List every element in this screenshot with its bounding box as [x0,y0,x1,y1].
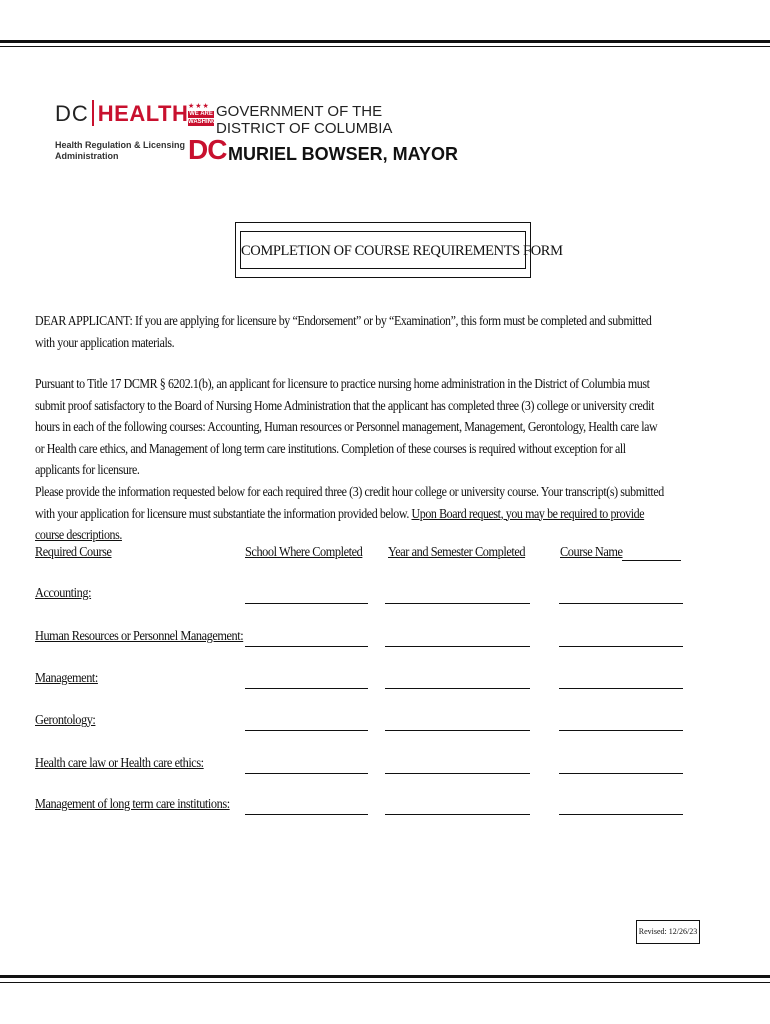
dc-health-sub-line2: Administration [55,151,119,161]
top-border-thick [0,40,770,43]
course-name-field-health-care-law[interactable] [559,773,683,774]
year-field-management[interactable] [385,688,530,689]
course-name-field-human-resources[interactable] [559,646,683,647]
header-required-course: Required Course [35,545,112,560]
school-field-gerontology[interactable] [245,730,368,731]
school-field-long-term-care[interactable] [245,814,368,815]
course-label-gerontology: Gerontology: [35,713,96,728]
school-field-health-care-law[interactable] [245,773,368,774]
gov-dc-mark: DC [188,134,227,165]
dc-health-logo-health: HEALTH [97,101,189,126]
course-label-human-resources: Human Resources or Personnel Management: [35,629,244,644]
header-year-semester: Year and Semester Completed [388,545,526,560]
year-field-gerontology[interactable] [385,730,530,731]
form-title: COMPLETION OF COURSE REQUIREMENTS FORM [240,231,526,269]
course-name-field-gerontology[interactable] [559,730,683,731]
course-name-field-accounting[interactable] [559,603,683,604]
revised-date: Revised: 12/26/23 [636,920,700,944]
gov-line1: GOVERNMENT OF THE [216,103,383,120]
instructions-paragraph [35,481,665,546]
course-label-long-term-care: Management of long term care institutions: [35,797,230,812]
header-course-name: Course Name [560,545,623,560]
course-name-field-management[interactable] [559,688,683,689]
top-border-thin [0,46,770,47]
regulation-paragraph: Pursuant to Title 17 DCMR § 6202.1(b), an applicant for licensure to practice nursing home administration in the District of Columbia must submit proof satisfactory to the Board of Nursing Home Administration that the applicant has completed three (3) college or university credit hours in each of the following courses: Accounting, Human resources or Personnel management, Management, Gerontology, Health care law or Health care ethics, and Management of long term care institutions. Completion of these courses is required without exception for all applicants for licensure. [35,376,658,477]
course-label-accounting: Accounting: [35,586,92,601]
intro-paragraph: DEAR APPLICANT: If you are applying for licensure by “Endorsement” or by “Examination”, this form must be completed and submitted with your application materials. [35,313,652,350]
instructions-text: Please provide the information requested below for each required three (3) credit hour college or university course. Your transcript(s) submitted with your application for licensure must substantiate the information provided below. [35,484,664,521]
dc-health-logo [55,100,188,162]
course-name-field-long-term-care[interactable] [559,814,683,815]
form-title-box [235,222,563,278]
dc-health-logo-dc: DC [55,101,89,126]
year-field-human-resources[interactable] [385,646,530,647]
year-field-accounting[interactable] [385,603,530,604]
stars-icon: ★★★ [188,102,210,110]
dc-flag-icon [188,102,230,126]
bottom-border-thin [0,982,770,983]
gov-mayor: MURIEL BOWSER, MAYOR [228,144,459,164]
dc-government-logo [188,102,459,167]
course-label-health-care-law: Health care law or Health care ethics: [35,756,204,771]
year-field-long-term-care[interactable] [385,814,530,815]
dc-health-sub-line1: Health Regulation & Licensing [55,140,186,150]
year-field-health-care-law[interactable] [385,773,530,774]
logo-divider [92,100,94,126]
school-field-accounting[interactable] [245,603,368,604]
gov-tag-line1: WE ARE [189,111,213,117]
gov-tag-line2: WASHINGTON [188,119,230,125]
course-label-management: Management: [35,671,98,686]
school-field-human-resources[interactable] [245,646,368,647]
course-descriptions-note: Upon Board request, you may be required to provide course descriptions. [35,505,645,542]
header-course-name-underline [622,560,681,561]
school-field-management[interactable] [245,688,368,689]
header-school-where-completed: School Where Completed [245,545,363,560]
bottom-border-thick [0,975,770,978]
gov-line2: DISTRICT OF COLUMBIA [216,120,393,137]
